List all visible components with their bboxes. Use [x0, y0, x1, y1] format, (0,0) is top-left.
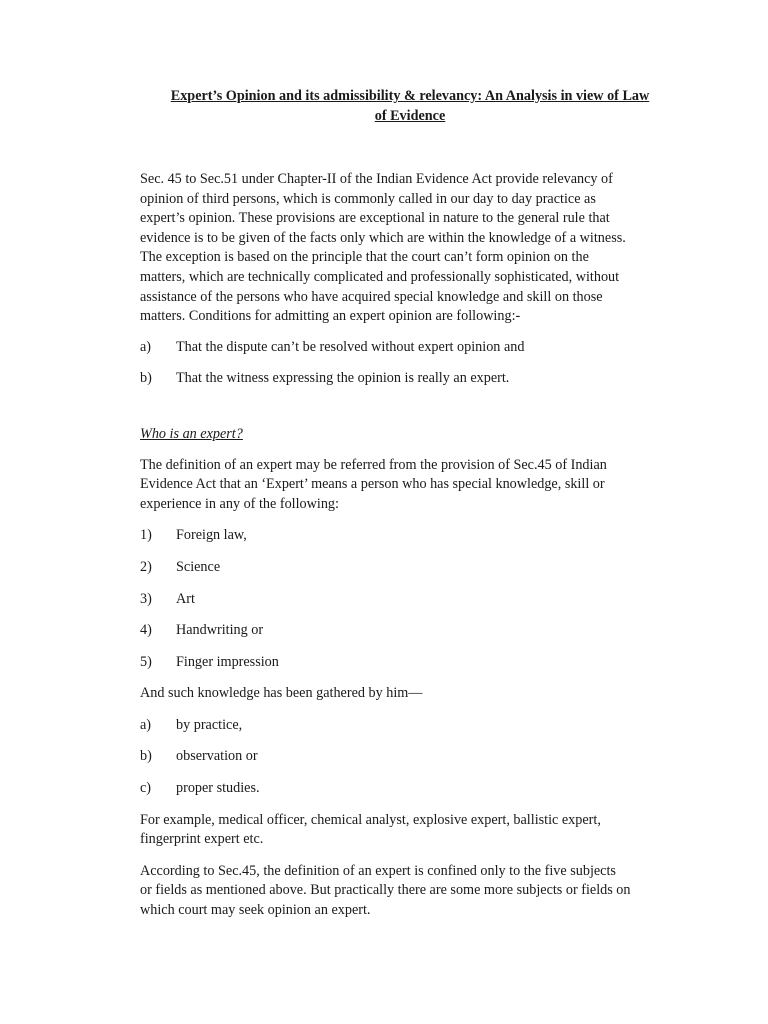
field-item [140, 558, 680, 578]
list-text: observation or [176, 748, 258, 765]
text-line: fingerprint expert etc. [140, 831, 264, 848]
text-line: expert’s opinion. These provisions are exceptional in nature to the general rule that [140, 210, 610, 227]
list-text: That the dispute can’t be resolved without expert opinion and [176, 338, 525, 355]
section-heading: Who is an expert? [140, 425, 243, 442]
text-line: Sec. 45 to Sec.51 under Chapter-II of the Indian Evidence Act provide relevancy of [140, 171, 613, 187]
text-line: Evidence Act that an ‘Expert’ means a person who has special knowledge, skill or [140, 476, 605, 493]
list-text: Finger impression [176, 653, 279, 670]
list-marker: 2) [140, 558, 152, 575]
closing-paragraph [140, 862, 680, 921]
list-marker: 1) [140, 527, 152, 544]
text-line: matters. Conditions for admitting an expert opinion are following:- [140, 308, 521, 325]
method-item [140, 747, 680, 767]
list-marker: b) [140, 748, 152, 765]
text-line: matters, which are technically complicated and professionally sophisticated, without [140, 268, 620, 285]
method-item [140, 716, 680, 736]
list-marker: c) [140, 780, 152, 797]
field-item [140, 653, 680, 673]
condition-item [140, 338, 680, 358]
definition-paragraph [140, 456, 680, 515]
list-text: Science [176, 558, 221, 575]
list-text: Foreign law, [176, 527, 247, 544]
list-marker: a) [140, 716, 152, 733]
text-line: experience in any of the following: [140, 495, 339, 512]
list-marker: 3) [140, 590, 152, 607]
condition-item [140, 369, 680, 389]
field-item [140, 590, 680, 610]
list-marker: a) [140, 338, 152, 355]
text-line: assistance of the persons who have acquired special knowledge and skill on those [140, 288, 603, 305]
text-line: For example, medical officer, chemical analyst, explosive expert, ballistic expert, [140, 811, 601, 828]
list-marker: b) [140, 370, 152, 387]
list-text: Handwriting or [176, 622, 264, 639]
title-line: of Evidence [374, 108, 446, 124]
list-text: proper studies. [176, 780, 260, 797]
text-line: or fields as mentioned above. But practically there are some more subjects or fields on [140, 882, 631, 899]
list-text: by practice, [176, 716, 243, 733]
text-line: opinion of third persons, which is commonly called in our day to day practice as [140, 190, 596, 207]
field-item [140, 621, 680, 641]
gathered-line: And such knowledge has been gathered by him— [140, 685, 423, 702]
text-line: evidence is to be given of the facts only which are within the knowledge of a witness. [140, 229, 626, 246]
list-text: Art [176, 590, 195, 607]
intro-paragraph [140, 170, 680, 327]
document-page [140, 86, 680, 921]
text-line: According to Sec.45, the definition of an expert is confined only to the five subjects [140, 862, 616, 879]
example-paragraph [140, 811, 680, 850]
title-line: Expert’s Opinion and its admissibility & relevancy: An Analysis in view of Law [170, 88, 650, 104]
text-line: The definition of an expert may be referred from the provision of Sec.45 of Indian [140, 456, 607, 473]
field-item [140, 526, 680, 546]
document-title [140, 86, 680, 126]
list-marker: 4) [140, 622, 152, 639]
text-line: which court may seek opinion an expert. [140, 902, 371, 919]
text-line: The exception is based on the principle that the court can’t form opinion on the [140, 249, 589, 266]
list-marker: 5) [140, 653, 152, 670]
list-text: That the witness expressing the opinion is really an expert. [176, 370, 510, 387]
method-item [140, 779, 680, 799]
